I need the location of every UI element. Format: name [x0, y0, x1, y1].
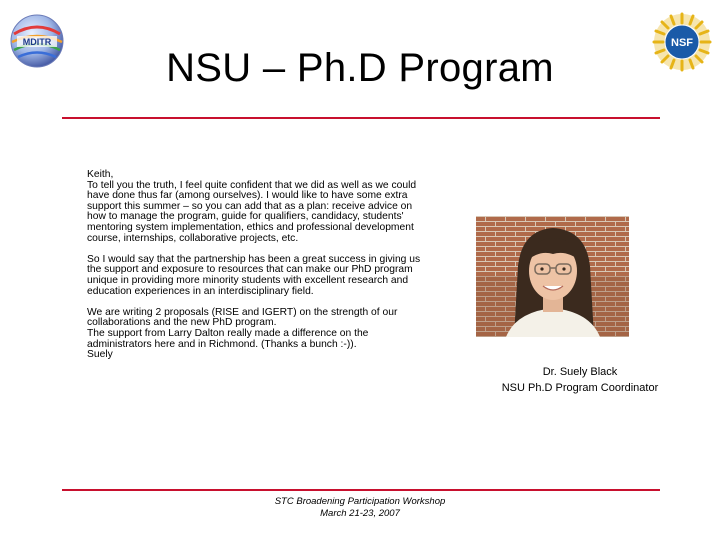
- nsf-logo-text: NSF: [671, 37, 693, 49]
- letter-paragraph-2: So I would say that the partnership has been a great success in giving us the support and exposure to resources that can make our PhD program unique in providing more minority students with excellent research and education experiences in an interdisciplinary field.: [87, 253, 421, 297]
- slide-footer: [210, 496, 510, 520]
- footer-event: STC Broadening Participation Workshop: [274, 496, 446, 507]
- letter-paragraph-3: We are writing 2 proposals (RISE and IGERT) on the strength of our collaborations and the new PhD program. The support from Larry Dalton really made a difference on the administrators here and in Richmond. (Thanks a bunch :-)). Suely: [87, 306, 398, 361]
- letter-body: [87, 170, 432, 371]
- coordinator-photo: [476, 216, 629, 337]
- mditr-logo-text: MDITR: [22, 37, 52, 47]
- photo-caption: [470, 364, 690, 396]
- bottom-divider: [62, 489, 660, 491]
- letter-greeting: Keith,: [87, 169, 114, 180]
- letter-paragraph-1: [87, 170, 432, 244]
- slide-title: NSU – Ph.D Program: [166, 46, 554, 90]
- coordinator-name: Dr. Suely Black: [542, 366, 618, 378]
- portrait-image: [476, 216, 629, 337]
- coordinator-role: NSU Ph.D Program Coordinator: [501, 382, 659, 394]
- footer-date: March 21-23, 2007: [320, 508, 400, 519]
- top-divider: [62, 117, 660, 119]
- letter-paragraph-1-text: To tell you the truth, I feel quite confident that we did as well as we could have done thus far (among ourselves). I would like to have some extra support this summer – so you can add that as a plan: receive advice on how to manage the program, guide for qualifiers, candidacy, students' mentoring system implementation, ethics and professional development course, internships, collaborative projects, etc.: [87, 179, 417, 244]
